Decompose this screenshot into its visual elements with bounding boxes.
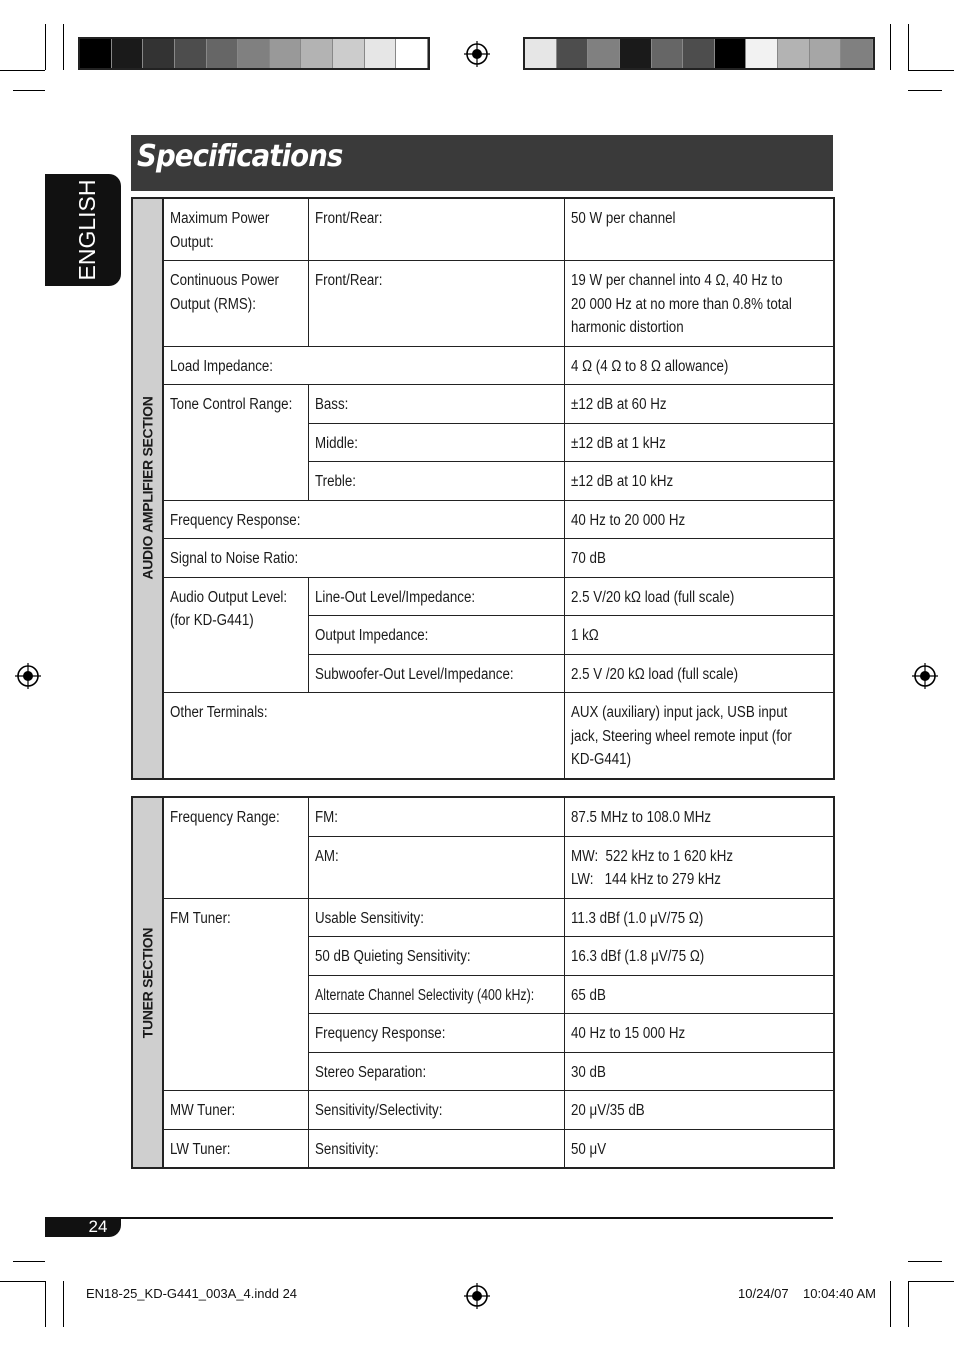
color-swatch — [652, 39, 684, 68]
spec-name: Maximum Power Output: — [163, 198, 308, 261]
color-swatch — [778, 39, 810, 68]
audio-amplifier-spec-table — [131, 197, 835, 780]
color-swatch — [715, 39, 747, 68]
spec-value: 19 W per channel into 4 Ω, 40 Hz to 20 000 Hz at no more than 0.8% total harmonic distortion — [564, 261, 834, 347]
spec-sub: Front/Rear: — [308, 198, 564, 261]
spec-name: Frequency Response: — [163, 500, 564, 539]
registration-mark-icon — [15, 663, 41, 689]
page-number: 24 — [88, 1217, 108, 1236]
color-swatch — [80, 39, 112, 68]
crop-mark — [908, 1281, 954, 1282]
color-swatch — [396, 39, 428, 68]
spec-value: 4 Ω (4 Ω to 8 Ω allowance) — [564, 346, 834, 385]
spec-value: 20 μV/35 dB — [564, 1091, 834, 1130]
color-swatch — [333, 39, 365, 68]
color-swatch — [557, 39, 589, 68]
section-label-cell — [132, 198, 163, 779]
spec-value: 87.5 MHz to 108.0 MHz — [564, 797, 834, 836]
crop-mark — [45, 24, 46, 70]
spec-name: Load Impedance: — [163, 346, 564, 385]
spec-value: ±12 dB at 1 kHz — [564, 423, 834, 462]
registration-mark-icon — [464, 41, 490, 67]
spec-name: Tone Control Range: — [163, 385, 308, 501]
spec-value: 16.3 dBf (1.8 μV/75 Ω) — [564, 937, 834, 976]
spec-sub: Frequency Response: — [308, 1014, 564, 1053]
spec-sub: Sensitivity: — [308, 1129, 564, 1168]
registration-mark-icon — [464, 1283, 490, 1309]
spec-value: 50 W per channel — [564, 198, 834, 261]
page-title: Specifications — [137, 139, 343, 174]
spec-value: 70 dB — [564, 539, 834, 578]
spec-name: Other Terminals: — [163, 693, 564, 779]
spec-value: AUX (auxiliary) input jack, USB input jack, Steering wheel remote input (for KD-G441) — [564, 693, 834, 779]
color-swatch — [270, 39, 302, 68]
color-swatch — [365, 39, 397, 68]
spec-name: MW Tuner: — [163, 1091, 308, 1130]
spec-value: 50 μV — [564, 1129, 834, 1168]
color-swatch — [683, 39, 715, 68]
spec-sub: AM: — [308, 836, 564, 898]
section-label: AUDIO AMPLIFIER SECTION — [138, 396, 155, 580]
slug-date: 10/24/07 — [738, 1286, 789, 1301]
crop-mark — [0, 1281, 45, 1282]
slug-filename: EN18-25_KD-G441_003A_4.indd 24 — [86, 1286, 298, 1301]
crop-mark — [45, 1281, 46, 1327]
color-swatch — [112, 39, 144, 68]
spec-sub: Output Impedance: — [308, 616, 564, 655]
color-swatch — [841, 39, 873, 68]
registration-mark-icon — [912, 663, 938, 689]
spec-name: LW Tuner: — [163, 1129, 308, 1168]
spec-value: 1 kΩ — [564, 616, 834, 655]
spec-sub: Usable Sensitivity: — [308, 898, 564, 937]
spec-name: Continuous Power Output (RMS): — [163, 261, 308, 347]
spec-value: MW: 522 kHz to 1 620 kHz LW: 144 kHz to 279 kHz — [564, 836, 834, 898]
color-swatch — [238, 39, 270, 68]
spec-sub: Line-Out Level/Impedance: — [308, 577, 564, 616]
crop-mark — [63, 24, 64, 70]
crop-mark — [908, 70, 954, 71]
crop-mark — [13, 90, 45, 91]
spec-sub: Alternate Channel Selectivity (400 kHz): — [308, 975, 564, 1014]
spec-sub: Middle: — [308, 423, 564, 462]
spec-value: 65 dB — [564, 975, 834, 1014]
spec-value: 40 Hz to 20 000 Hz — [564, 500, 834, 539]
spec-value: ±12 dB at 10 kHz — [564, 462, 834, 501]
color-calibration-bar-right — [523, 37, 875, 70]
color-swatch — [301, 39, 333, 68]
color-swatch — [746, 39, 778, 68]
spec-sub: FM: — [308, 797, 564, 836]
color-calibration-bar-left — [78, 37, 430, 70]
crop-mark — [890, 24, 891, 70]
spec-value: 2.5 V /20 kΩ load (full scale) — [564, 654, 834, 693]
spec-sub: Front/Rear: — [308, 261, 564, 347]
section-label-cell — [132, 797, 163, 1168]
color-swatch — [810, 39, 842, 68]
spec-value: ±12 dB at 60 Hz — [564, 385, 834, 424]
footer-rule — [45, 1217, 833, 1219]
spec-value: 11.3 dBf (1.0 μV/75 Ω) — [564, 898, 834, 937]
language-tab-label: ENGLISH — [74, 179, 100, 281]
crop-mark — [0, 70, 45, 71]
color-swatch — [175, 39, 207, 68]
crop-mark — [63, 1281, 64, 1327]
crop-mark — [890, 1281, 891, 1327]
color-swatch — [620, 39, 652, 68]
color-swatch — [588, 39, 620, 68]
spec-sub: Subwoofer-Out Level/Impedance: — [308, 654, 564, 693]
crop-mark — [908, 90, 942, 91]
spec-sub: Sensitivity/Selectivity: — [308, 1091, 564, 1130]
spec-sub: Bass: — [308, 385, 564, 424]
spec-value: 40 Hz to 15 000 Hz — [564, 1014, 834, 1053]
slug-time: 10:04:40 AM — [803, 1286, 876, 1301]
crop-mark — [908, 1281, 909, 1327]
crop-mark — [908, 24, 909, 70]
spec-value: 2.5 V/20 kΩ load (full scale) — [564, 577, 834, 616]
spec-value: 30 dB — [564, 1052, 834, 1091]
crop-mark — [908, 1261, 942, 1262]
section-label: TUNER SECTION — [138, 927, 155, 1038]
tuner-spec-table — [131, 796, 835, 1169]
spec-name: FM Tuner: — [163, 898, 308, 1091]
spec-name: Audio Output Level: (for KD-G441) — [163, 577, 308, 693]
spec-name: Signal to Noise Ratio: — [163, 539, 564, 578]
spec-sub: 50 dB Quieting Sensitivity: — [308, 937, 564, 976]
crop-mark — [13, 1261, 45, 1262]
color-swatch — [207, 39, 239, 68]
spec-sub: Treble: — [308, 462, 564, 501]
color-swatch — [143, 39, 175, 68]
spec-name: Frequency Range: — [163, 797, 308, 898]
spec-sub: Stereo Separation: — [308, 1052, 564, 1091]
color-swatch — [525, 39, 557, 68]
